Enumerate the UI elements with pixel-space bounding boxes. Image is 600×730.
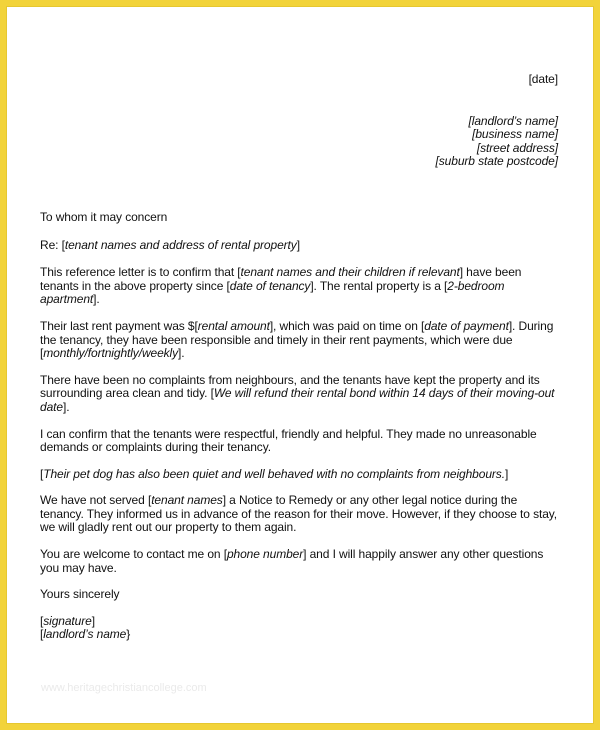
date-line: [date]: [528, 72, 558, 86]
paragraph-pet: [Their pet dog has also been quiet and well behaved with no complaints from neighbours.]: [40, 466, 509, 481]
landlord-name-line: [landlord’s name}: [40, 627, 131, 642]
paragraph-confirm: This reference letter is to confirm that [tenant names and their children if relevant] have been tenants in the above property since [date of tenancy]. The rental property is a [2-bedroom apartment].: [40, 265, 522, 307]
closing: Yours sincerely: [40, 587, 120, 602]
watermark: www.heritagechristiancollege.com: [41, 682, 207, 694]
paragraph-conduct: I can confirm that the tenants were respectful, friendly and helpful. They made no unreasonable demands or complaints during their tenancy.: [40, 426, 537, 455]
signature-line: [signature]: [40, 613, 95, 628]
address-block: [40, 115, 558, 169]
paragraph-contact: You are welcome to contact me on [phone number] and I will happily answer any other questions you may have.: [40, 547, 544, 575]
letter-body: [40, 73, 558, 642]
letter-page: [6, 6, 594, 724]
salutation: To whom it may concern: [40, 209, 168, 224]
paragraph-rent: Their last rent payment was $[rental amount], which was paid on time on [date of payment]. During the tenancy, they have been responsible and timely in their rent payments, which were due [monthly/fortnightly/weekly].: [40, 318, 554, 361]
address-line: [street address]: [476, 140, 558, 155]
paragraph-notice: We have not served [tenant names] a Notice to Remedy or any other legal notice during the tenancy. They informed us in advance of the reason for their move. However, if they choose to stay, we will gladly rent out our property to them again.: [40, 493, 558, 535]
paragraph-complaints: There have been no complaints from neighbours, and the tenants have kept the property and its surrounding area clean and tidy. [We will refund their rental bond within 14 days of their moving-out date].: [40, 372, 555, 414]
address-line: [business name]: [472, 127, 558, 142]
address-line: [landlord’s name]: [468, 113, 558, 128]
address-line: [suburb state postcode]: [435, 154, 558, 169]
re-line: Re: [tenant names and address of rental property]: [40, 237, 300, 252]
